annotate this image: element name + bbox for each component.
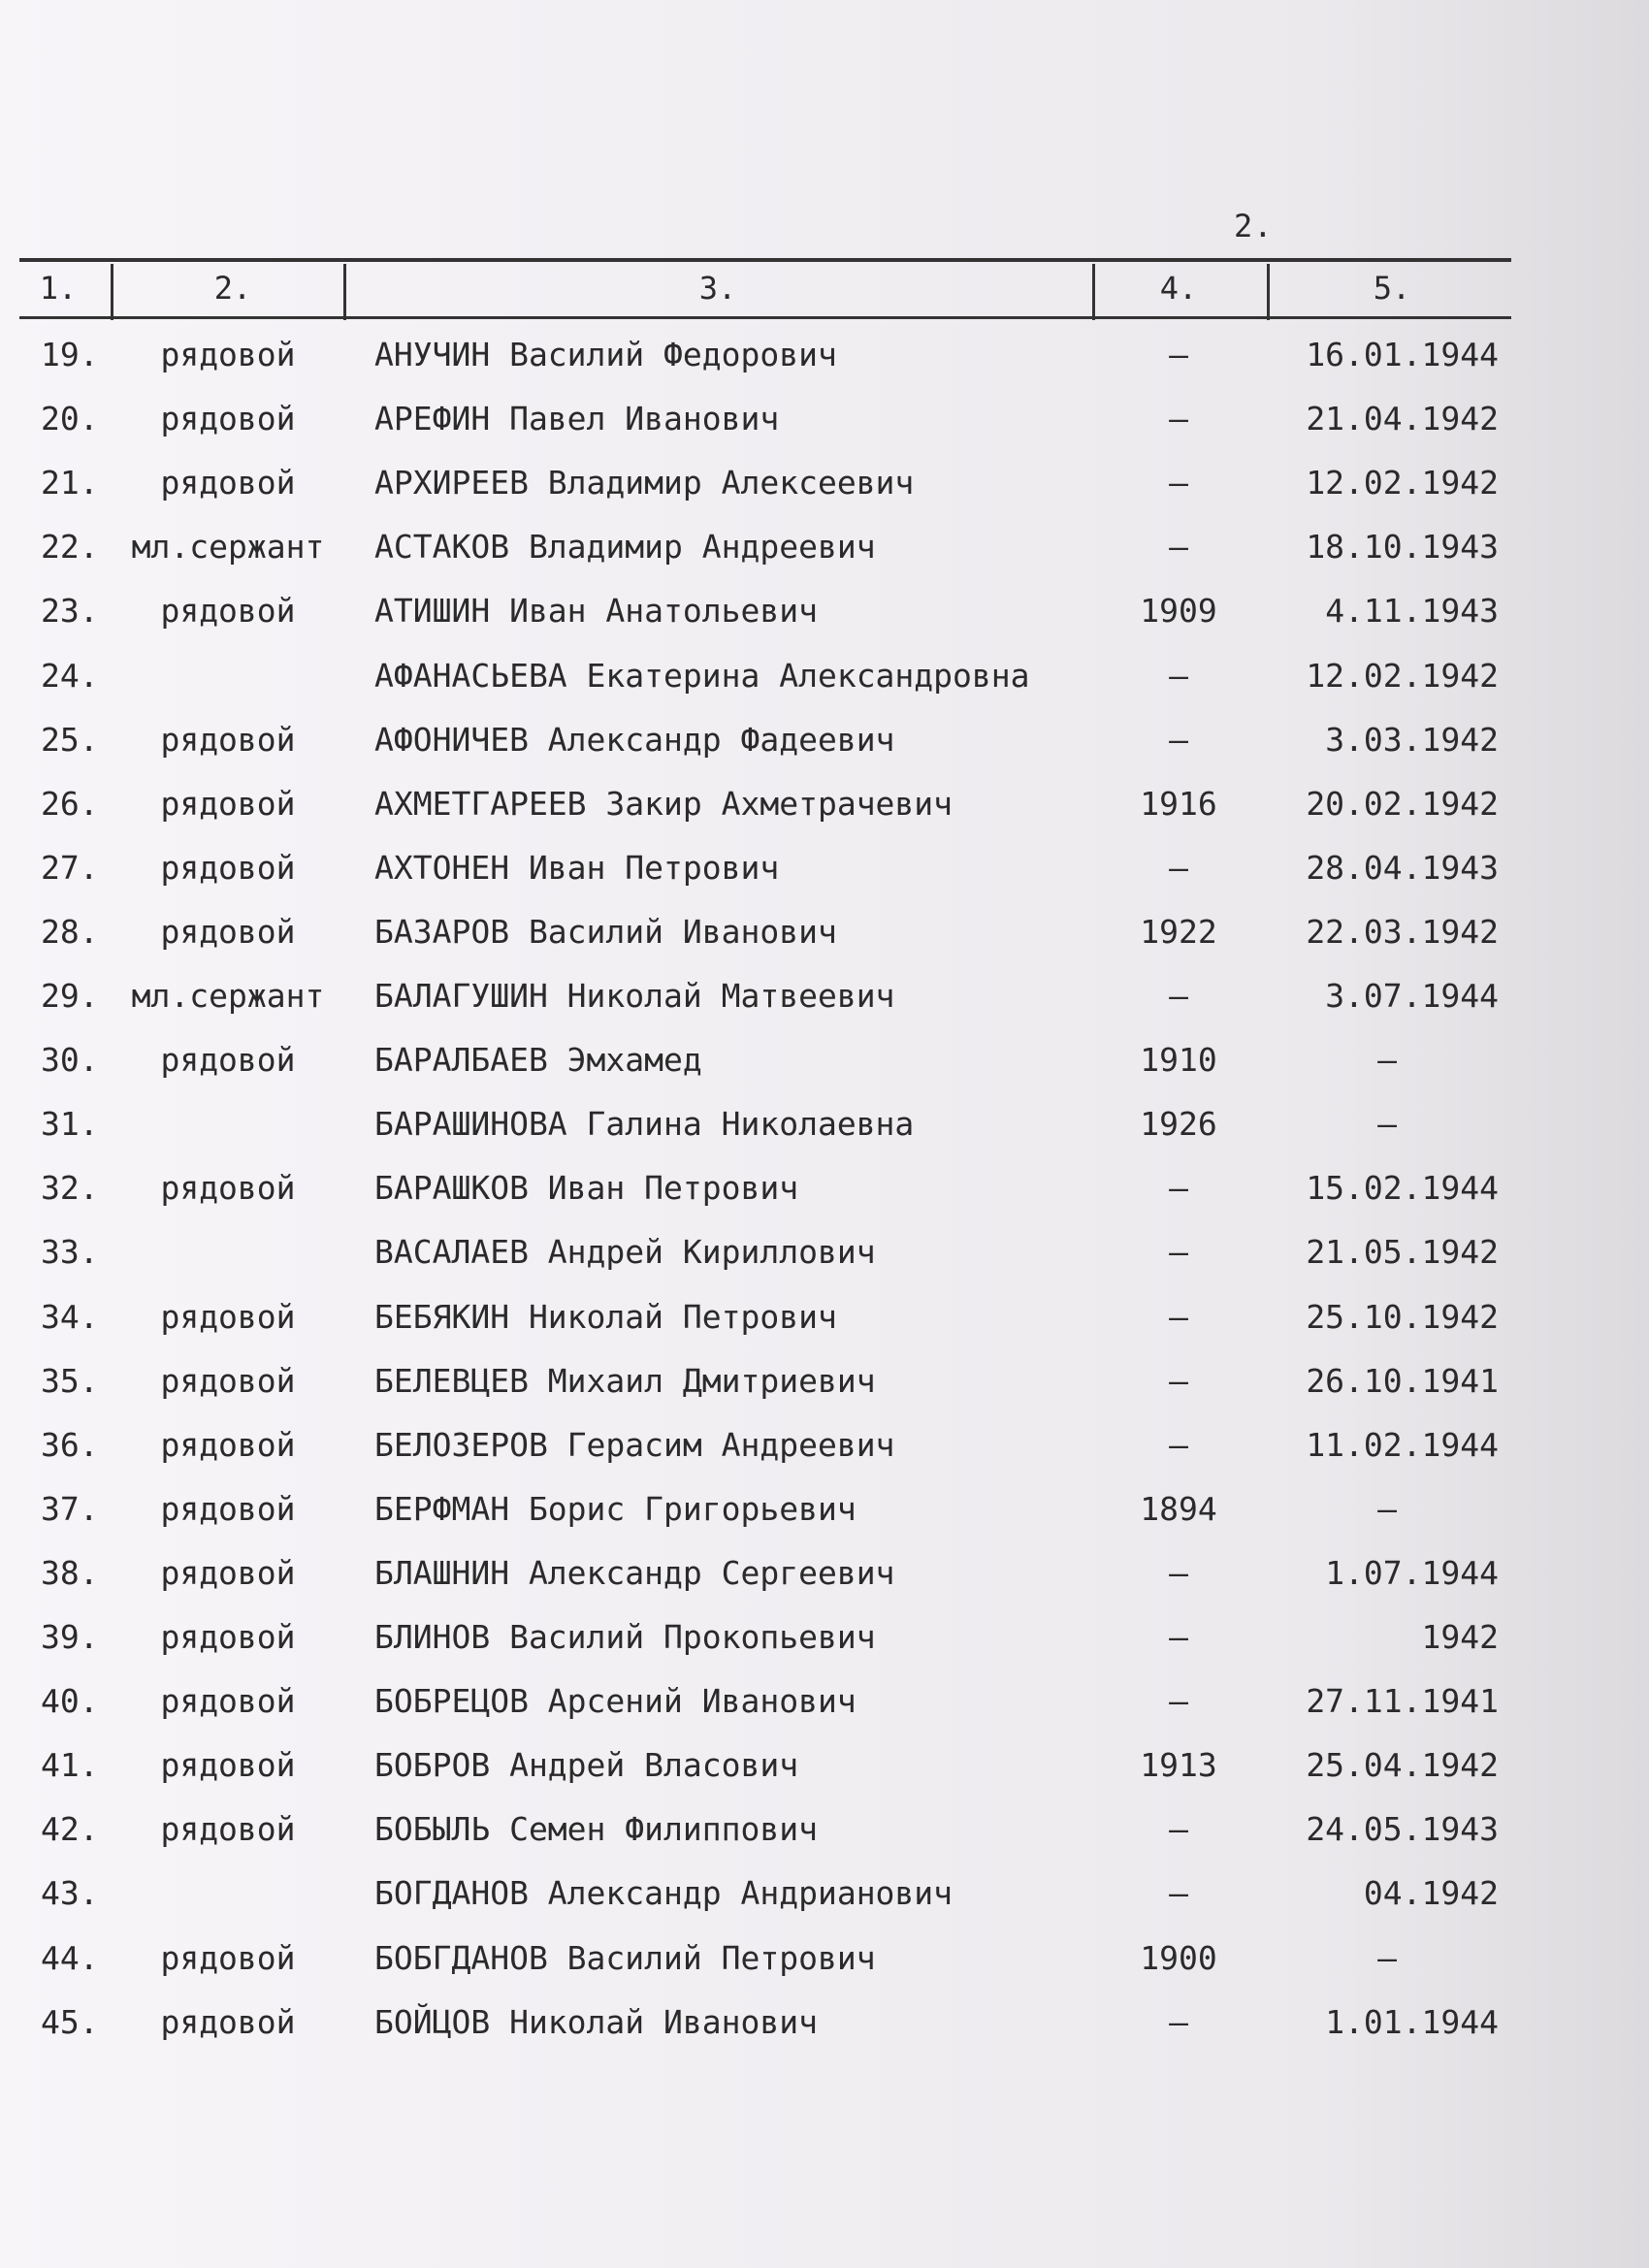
row-date: 1.01.1944	[1325, 2002, 1499, 2041]
row-number: 32.	[41, 1169, 99, 1208]
row-birth-year: –	[1169, 1297, 1188, 1336]
row-name: БЛАШНИН Александр Сергеевич	[374, 1553, 895, 1592]
header-col-1: 1.	[39, 270, 78, 307]
row-number: 21.	[41, 464, 99, 502]
row-rank: рядовой	[160, 1489, 296, 1528]
row-number: 38.	[41, 1553, 99, 1592]
row-birth-year: –	[1169, 1810, 1188, 1849]
row-number: 27.	[41, 848, 99, 887]
row-date: 21.04.1942	[1306, 400, 1499, 438]
row-name: АСТАКОВ Владимир Андреевич	[374, 528, 876, 567]
row-birth-year: –	[1169, 1682, 1188, 1721]
table-row	[0, 522, 1649, 586]
row-rank: рядовой	[160, 592, 296, 631]
row-rank: рядовой	[160, 848, 296, 887]
row-name: БЕБЯКИН Николай Петрович	[374, 1297, 837, 1336]
table-header-rule	[19, 316, 1511, 319]
table-row	[0, 586, 1649, 650]
row-birth-year: –	[1169, 400, 1188, 438]
row-number: 22.	[41, 528, 99, 567]
table-row	[0, 1612, 1649, 1676]
table-row	[0, 715, 1649, 779]
row-date: 25.10.1942	[1306, 1297, 1499, 1336]
row-birth-year: –	[1169, 1618, 1188, 1656]
row-rank: рядовой	[160, 720, 296, 759]
row-date: 3.07.1944	[1325, 977, 1499, 1015]
row-birth-year: 1913	[1140, 1746, 1217, 1785]
row-rank: рядовой	[160, 2002, 296, 2041]
row-date: 4.11.1943	[1325, 592, 1499, 631]
table-row	[0, 1740, 1649, 1804]
row-rank: рядовой	[160, 1810, 296, 1849]
row-rank: мл.сержант	[131, 528, 325, 567]
row-birth-year: –	[1169, 1169, 1188, 1208]
row-name: БЕЛОЗЕРОВ Герасим Андреевич	[374, 1425, 895, 1464]
row-birth-year: –	[1169, 336, 1188, 373]
row-number: 25.	[41, 720, 99, 759]
row-number: 28.	[41, 912, 99, 951]
row-date: 1.07.1944	[1325, 1553, 1499, 1592]
row-date: –	[1377, 1041, 1397, 1080]
row-birth-year: 1910	[1140, 1041, 1217, 1080]
row-name: АРЕФИН Павел Иванович	[374, 400, 780, 438]
row-rank: рядовой	[160, 1553, 296, 1592]
row-birth-year: 1900	[1140, 1938, 1217, 1977]
row-name: БЕЛЕВЦЕВ Михаил Дмитриевич	[374, 1361, 876, 1400]
row-rank: рядовой	[160, 464, 296, 502]
row-rank: рядовой	[160, 1041, 296, 1080]
row-number: 36.	[41, 1425, 99, 1464]
row-name: БОБРОВ Андрей Власович	[374, 1746, 799, 1785]
row-name: БАРАЛБАЕВ Эмхамед	[374, 1041, 702, 1080]
table-row	[0, 1163, 1649, 1227]
row-rank: рядовой	[160, 1618, 296, 1656]
row-date: 24.05.1943	[1306, 1810, 1499, 1849]
row-date: 11.02.1944	[1306, 1425, 1499, 1464]
row-date: 04.1942	[1363, 1874, 1499, 1913]
table-row	[0, 1868, 1649, 1932]
row-date: 18.10.1943	[1306, 528, 1499, 567]
table-row	[0, 458, 1649, 522]
column-separator	[111, 264, 113, 320]
row-number: 43.	[41, 1874, 99, 1913]
row-rank: мл.сержант	[131, 977, 325, 1015]
row-name: АРХИРЕЕВ Владимир Алексеевич	[374, 464, 915, 502]
row-name: БОБГДАНОВ Василий Петрович	[374, 1938, 876, 1977]
row-rank: рядовой	[160, 784, 296, 823]
header-col-3: 3.	[698, 270, 737, 307]
row-number: 23.	[41, 592, 99, 631]
table-row	[0, 779, 1649, 843]
column-separator	[1092, 264, 1095, 320]
row-birth-year: –	[1169, 528, 1188, 567]
row-birth-year: –	[1169, 720, 1188, 759]
table-row	[0, 971, 1649, 1035]
table-row	[0, 1484, 1649, 1548]
row-number: 40.	[41, 1682, 99, 1721]
table-row	[0, 907, 1649, 971]
table-row	[0, 1420, 1649, 1484]
row-name: АНУЧИН Василий Федорович	[374, 336, 837, 373]
row-name: БОБЫЛЬ Семен Филиппович	[374, 1810, 818, 1849]
row-number: 37.	[41, 1489, 99, 1528]
column-separator	[343, 264, 346, 320]
row-number: 41.	[41, 1746, 99, 1785]
row-birth-year: 1916	[1140, 784, 1217, 823]
page-number: 2.	[1234, 208, 1274, 244]
row-name: БОГДАНОВ Александр Андрианович	[374, 1874, 954, 1913]
header-col-2: 2.	[213, 270, 252, 307]
table-row	[0, 1804, 1649, 1868]
row-number: 44.	[41, 1938, 99, 1977]
row-name: АХМЕТГАРЕЕВ Закир Ахметрачевич	[374, 784, 954, 823]
row-number: 31.	[41, 1105, 99, 1144]
row-name: БОЙЦОВ Николай Иванович	[374, 2002, 818, 2041]
row-birth-year: –	[1169, 1361, 1188, 1400]
row-birth-year: –	[1169, 1874, 1188, 1913]
row-date: 21.05.1942	[1306, 1233, 1499, 1272]
row-birth-year: 1926	[1140, 1105, 1217, 1144]
row-date: 26.10.1941	[1306, 1361, 1499, 1400]
row-date: 25.04.1942	[1306, 1746, 1499, 1785]
row-rank: рядовой	[160, 1361, 296, 1400]
row-rank: рядовой	[160, 1682, 296, 1721]
row-birth-year: 1922	[1140, 912, 1217, 951]
row-date: 12.02.1942	[1306, 464, 1499, 502]
table-row	[0, 1997, 1649, 2061]
row-date: 3.03.1942	[1325, 720, 1499, 759]
row-rank: рядовой	[160, 912, 296, 951]
row-date: 28.04.1943	[1306, 848, 1499, 887]
row-date: –	[1377, 1938, 1397, 1977]
row-name: БЛИНОВ Василий Прокопьевич	[374, 1618, 876, 1656]
row-rank: рядовой	[160, 1297, 296, 1336]
table-top-rule	[19, 258, 1511, 262]
row-number: 30.	[41, 1041, 99, 1080]
row-rank: рядовой	[160, 336, 296, 373]
row-name: АФОНИЧЕВ Александр Фадеевич	[374, 720, 895, 759]
table-row	[0, 1292, 1649, 1356]
table-row	[0, 1933, 1649, 1997]
row-birth-year: 1909	[1140, 592, 1217, 631]
row-name: АФАНАСЬЕВА Екатерина Александровна	[374, 656, 1030, 695]
row-rank: рядовой	[160, 1169, 296, 1208]
row-number: 33.	[41, 1233, 99, 1272]
table-row	[0, 1227, 1649, 1291]
header-col-4: 4.	[1159, 270, 1198, 307]
table-row	[0, 1099, 1649, 1163]
row-date: 12.02.1942	[1306, 656, 1499, 695]
row-number: 20.	[41, 400, 99, 438]
row-date: 15.02.1944	[1306, 1169, 1499, 1208]
row-name: БАЛАГУШИН Николай Матвеевич	[374, 977, 895, 1015]
row-date: 20.02.1942	[1306, 784, 1499, 823]
row-birth-year: –	[1169, 2002, 1188, 2041]
row-name: БАРАШКОВ Иван Петрович	[374, 1169, 799, 1208]
row-name: ВАСАЛАЕВ Андрей Кириллович	[374, 1233, 876, 1272]
table-row	[0, 1356, 1649, 1420]
row-birth-year: –	[1169, 977, 1188, 1015]
table-row	[0, 843, 1649, 907]
row-name: БЕРФМАН Борис Григорьевич	[374, 1489, 857, 1528]
row-birth-year: –	[1169, 464, 1188, 502]
table-row	[0, 651, 1649, 715]
row-rank: рядовой	[160, 400, 296, 438]
row-rank: рядовой	[160, 1746, 296, 1785]
row-number: 29.	[41, 977, 99, 1015]
row-number: 39.	[41, 1618, 99, 1656]
row-birth-year: –	[1169, 848, 1188, 887]
row-number: 24.	[41, 656, 99, 695]
row-birth-year: 1894	[1140, 1489, 1217, 1528]
table-row	[0, 1035, 1649, 1099]
row-name: БАРАШИНОВА Галина Николаевна	[374, 1105, 915, 1144]
header-col-5: 5.	[1373, 270, 1411, 307]
row-date: 22.03.1942	[1306, 912, 1499, 951]
row-birth-year: –	[1169, 1233, 1188, 1272]
row-number: 45.	[41, 2002, 99, 2041]
row-number: 34.	[41, 1297, 99, 1336]
column-separator	[1267, 264, 1270, 320]
row-name: БАЗАРОВ Василий Иванович	[374, 912, 837, 951]
row-birth-year: –	[1169, 656, 1188, 695]
row-number: 26.	[41, 784, 99, 823]
row-date: 16.01.1944	[1306, 336, 1499, 373]
row-rank: рядовой	[160, 1938, 296, 1977]
row-rank: рядовой	[160, 1425, 296, 1464]
row-date: 27.11.1941	[1306, 1682, 1499, 1721]
row-date: 1942	[1421, 1618, 1499, 1656]
row-birth-year: –	[1169, 1425, 1188, 1464]
row-name: АХТОНЕН Иван Петрович	[374, 848, 780, 887]
row-number: 35.	[41, 1361, 99, 1400]
table-row	[0, 1676, 1649, 1740]
row-number: 42.	[41, 1810, 99, 1849]
row-number: 19.	[41, 336, 99, 373]
row-date: –	[1377, 1489, 1397, 1528]
table-row	[0, 1548, 1649, 1612]
row-name: АТИШИН Иван Анатольевич	[374, 592, 818, 631]
row-date: –	[1377, 1105, 1397, 1144]
table-row	[0, 330, 1649, 394]
row-birth-year: –	[1169, 1553, 1188, 1592]
row-name: БОБРЕЦОВ Арсений Иванович	[374, 1682, 857, 1721]
table-row	[0, 394, 1649, 458]
